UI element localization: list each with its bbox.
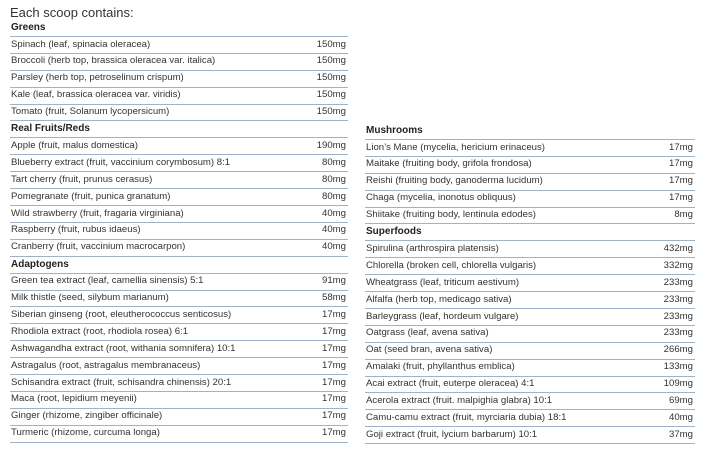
ingredient-row (365, 427, 695, 444)
ingredient-amount: 17mg (322, 359, 346, 371)
ingredient-name: Siberian ginseng (root, eleutherococcus senticosus) (11, 308, 232, 320)
ingredient-row (365, 326, 695, 343)
ingredient-row (365, 393, 695, 410)
ingredient-amount: 190mg (316, 139, 346, 151)
ingredient-amount: 150mg (316, 38, 346, 50)
ingredient-row (365, 241, 695, 258)
ingredient-name: Astragalus (root, astragalus membranaceus) (11, 359, 201, 371)
ingredient-amount: 40mg (322, 241, 346, 253)
ingredient-row (365, 275, 695, 292)
ingredient-row (365, 343, 695, 360)
ingredient-name: Alfalfa (herb top, medicago sativa) (366, 293, 512, 305)
ingredient-name: Wheatgrass (leaf, triticum aestivum) (366, 276, 520, 288)
section-title-superfoods: Superfoods (365, 224, 695, 241)
ingredient-row (10, 409, 348, 426)
ingredient-name: Wild strawberry (fruit, fragaria virginiana) (11, 207, 184, 219)
ingredient-name: Acerola extract (fruit. malpighia glabra) 10:1 (366, 394, 553, 406)
ingredient-row (10, 138, 348, 155)
section-title-mushrooms: Mushrooms (365, 123, 695, 140)
ingredient-row (365, 309, 695, 326)
ingredient-amount: 17mg (322, 308, 346, 320)
ingredient-amount: 233mg (663, 276, 693, 288)
ingredient-row (365, 174, 695, 191)
ingredient-row (365, 360, 695, 377)
ingredient-name: Ginger (rhizome, zingiber officinale) (11, 410, 163, 422)
ingredient-name: Parsley (herb top, petroselinum crispum) (11, 72, 184, 84)
ingredient-amount: 17mg (669, 141, 693, 153)
ingredient-amount: 133mg (663, 361, 693, 373)
ingredient-row (10, 274, 348, 291)
ingredient-row (10, 172, 348, 189)
ingredient-row (365, 258, 695, 275)
ingredient-row (10, 324, 348, 341)
ingredient-name: Broccoli (herb top, brassica oleracea var. italica) (11, 55, 216, 67)
ingredient-name: Barleygrass (leaf, hordeum vulgare) (366, 310, 519, 322)
ingredient-amount: 58mg (322, 292, 346, 304)
ingredient-amount: 150mg (316, 55, 346, 67)
ingredient-amount: 40mg (322, 207, 346, 219)
ingredient-name: Spirulina (arthrospira platensis) (366, 242, 499, 254)
ingredient-amount: 17mg (322, 376, 346, 388)
ingredient-amount: 69mg (669, 394, 693, 406)
ingredient-row (365, 377, 695, 394)
ingredient-amount: 17mg (322, 325, 346, 337)
ingredient-name: Apple (fruit, malus domestica) (11, 139, 138, 151)
ingredient-amount: 332mg (663, 259, 693, 271)
ingredient-name: Milk thistle (seed, silybum marianum) (11, 292, 169, 304)
ingredient-row (10, 426, 348, 443)
ingredient-name: Reishi (fruiting body, ganoderma lucidum) (366, 175, 543, 187)
section-title-real-fruits-reds: Real Fruits/Reds (10, 121, 348, 138)
ingredient-name: Turmeric (rhizome, curcuma longa) (11, 427, 160, 439)
ingredient-row (365, 292, 695, 309)
ingredient-row (10, 375, 348, 392)
ingredient-name: Oatgrass (leaf, avena sativa) (366, 327, 489, 339)
ingredient-amount: 150mg (316, 106, 346, 118)
ingredient-amount: 91mg (322, 275, 346, 287)
ingredient-name: Chaga (mycelia, inonotus obliquus) (366, 192, 516, 204)
section-title-adaptogens: Adaptogens (10, 257, 348, 274)
ingredient-name: Maitake (fruiting body, grifola frondosa) (366, 158, 532, 170)
ingredient-name: Oat (seed bran, avena sativa) (366, 344, 493, 356)
ingredient-name: Pomegranate (fruit, punica granatum) (11, 190, 171, 202)
right-column (365, 123, 695, 444)
ingredient-name: Cranberry (fruit, vaccinium macrocarpon) (11, 241, 186, 253)
ingredient-amount: 17mg (322, 410, 346, 422)
ingredient-row (10, 189, 348, 206)
page-heading: Each scoop contains: (10, 5, 134, 20)
ingredient-amount: 40mg (322, 224, 346, 236)
ingredient-name: Chlorella (broken cell, chlorella vulgaris) (366, 259, 537, 271)
ingredient-amount: 150mg (316, 72, 346, 84)
ingredient-row (365, 157, 695, 174)
ingredient-name: Raspberry (fruit, rubus idaeus) (11, 224, 141, 236)
ingredient-name: Maca (root, lepidium meyenii) (11, 393, 137, 405)
ingredient-amount: 150mg (316, 89, 346, 101)
ingredient-name: Acai extract (fruit, euterpe oleracea) 4:1 (366, 378, 535, 390)
ingredient-amount: 17mg (322, 342, 346, 354)
ingredient-name: Shiitake (fruiting body, lentinula edodes) (366, 209, 536, 221)
section-title-greens: Greens (10, 20, 348, 37)
ingredient-row (10, 341, 348, 358)
ingredient-amount: 80mg (322, 156, 346, 168)
ingredient-row (10, 155, 348, 172)
ingredient-row (10, 71, 348, 88)
ingredient-amount: 40mg (669, 411, 693, 423)
ingredient-name: Schisandra extract (fruit, schisandra chinensis) 20:1 (11, 376, 232, 388)
ingredient-name: Spinach (leaf, spinacia oleracea) (11, 38, 151, 50)
ingredient-amount: 17mg (669, 175, 693, 187)
ingredient-amount: 80mg (322, 173, 346, 185)
ingredient-name: Camu-camu extract (fruit, myrciaria dubia) 18:1 (366, 411, 567, 423)
ingredient-row (10, 88, 348, 105)
ingredient-name: Kale (leaf, brassica oleracea var. viridis) (11, 89, 181, 101)
ingredient-name: Green tea extract (leaf, camellia sinensis) 5:1 (11, 275, 204, 287)
ingredient-amount: 432mg (663, 242, 693, 254)
ingredient-amount: 80mg (322, 190, 346, 202)
left-column (10, 20, 348, 443)
ingredient-row (10, 291, 348, 308)
ingredient-amount: 17mg (669, 192, 693, 204)
ingredient-row (10, 206, 348, 223)
ingredient-row (10, 358, 348, 375)
ingredient-name: Tomato (fruit, Solanum lycopersicum) (11, 106, 170, 118)
ingredient-amount: 17mg (669, 158, 693, 170)
ingredient-row (10, 105, 348, 122)
ingredient-name: Amalaki (fruit, phyllanthus emblica) (366, 361, 515, 373)
ingredient-name: Ashwagandha extract (root, withania somnifera) 10:1 (11, 342, 236, 354)
ingredient-amount: 8mg (674, 209, 693, 221)
ingredient-amount: 37mg (669, 428, 693, 440)
ingredient-name: Tart cherry (fruit, prunus cerasus) (11, 173, 153, 185)
ingredient-row (365, 208, 695, 225)
ingredient-row (10, 54, 348, 71)
ingredient-row (10, 223, 348, 240)
ingredient-name: Lion’s Mane (mycelia, hericium erinaceus) (366, 141, 545, 153)
ingredient-row (10, 307, 348, 324)
ingredient-row (365, 191, 695, 208)
ingredient-amount: 233mg (663, 310, 693, 322)
ingredient-row (10, 240, 348, 257)
ingredient-amount: 17mg (322, 427, 346, 439)
ingredient-name: Goji extract (fruit, lycium barbarum) 10:1 (366, 428, 538, 440)
ingredient-amount: 266mg (663, 344, 693, 356)
ingredient-row (365, 140, 695, 157)
ingredient-amount: 109mg (663, 378, 693, 390)
ingredient-name: Rhodiola extract (root, rhodiola rosea) 6:1 (11, 325, 189, 337)
ingredient-row (10, 392, 348, 409)
ingredient-amount: 17mg (322, 393, 346, 405)
ingredient-amount: 233mg (663, 327, 693, 339)
ingredient-row (365, 410, 695, 427)
ingredient-name: Blueberry extract (fruit, vaccinium corymbosum) 8:1 (11, 156, 231, 168)
ingredient-row (10, 37, 348, 54)
ingredient-amount: 233mg (663, 293, 693, 305)
